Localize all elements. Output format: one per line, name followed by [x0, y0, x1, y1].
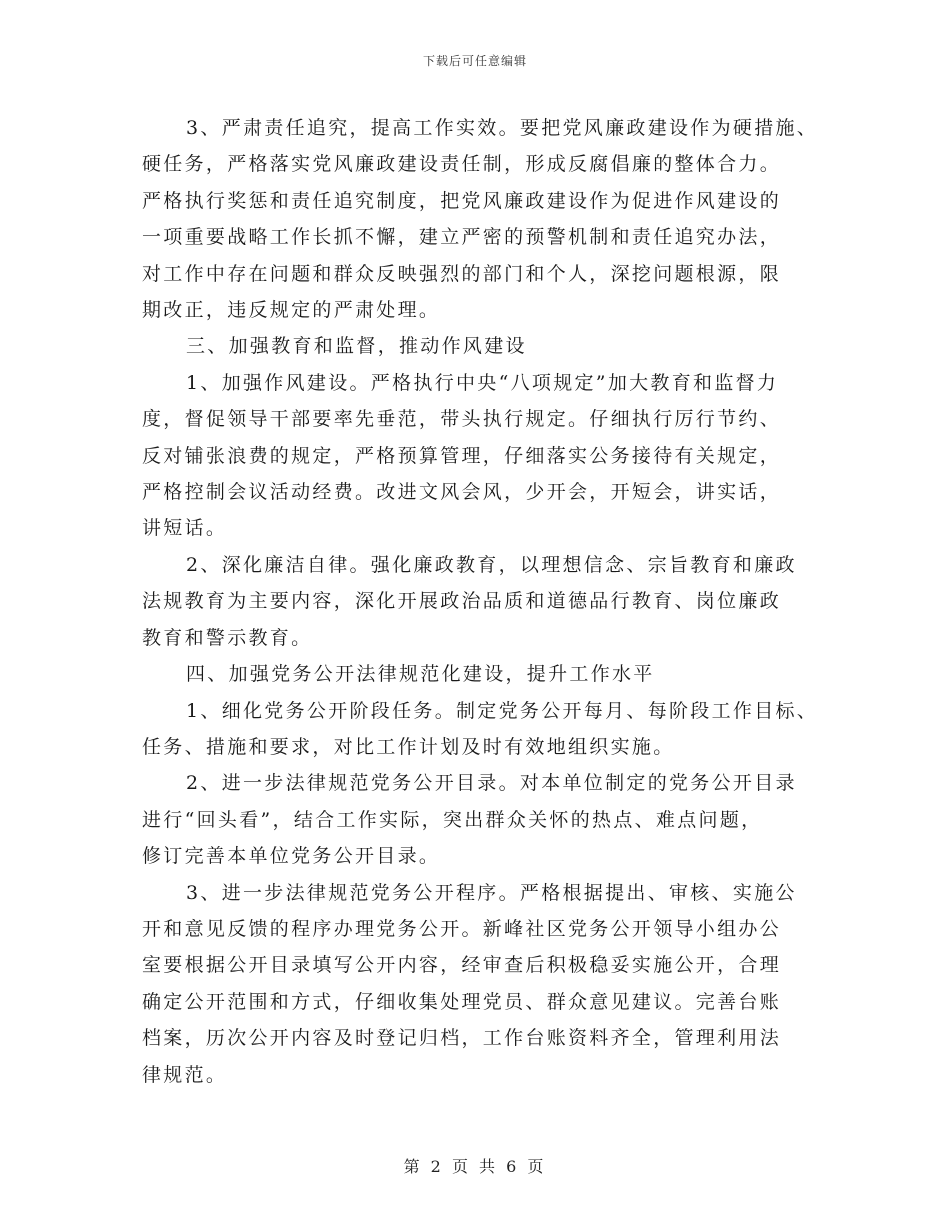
page-number-footer: 第 2 页 共 6 页 — [403, 1157, 547, 1176]
body-text — [142, 110, 822, 1093]
text-line: 1、细化党务公开阶段任务。制定党务公开每月、每阶段工作目标、 — [186, 699, 819, 722]
text-line: 2、进一步法律规范党务公开目录。对本单位制定的党务公开目录 — [186, 772, 797, 795]
text-line: 教育和警示教育。 — [142, 626, 313, 649]
text-line: 3、严肃责任追究，提高工作实效。要把党风廉政建设作为硬措施、 — [186, 117, 819, 139]
text-line: 四、加强党务公开法律规范化建设，提升工作水平 — [186, 663, 655, 686]
text-line: 讲短话。 — [142, 517, 228, 540]
page-header: 下载后可任意编辑 — [422, 54, 527, 68]
text-line: 3、进一步法律规范党务公开程序。严格根据提出、审核、实施公 — [186, 881, 797, 904]
text-line: 确定公开范围和方式，仔细收集处理党员、群众意见建议。完善台账 — [142, 990, 782, 1013]
text-line: 法规教育为主要内容，深化开展政治品质和道德品行教育、岗位廉政 — [142, 590, 782, 613]
document-body — [142, 110, 822, 1093]
text-line: 硬任务，严格落实党风廉政建设责任制，形成反腐倡廉的整体合力。 — [142, 153, 782, 176]
text-line: 室要根据公开目录填写公开内容，经审查后积极稳妥实施公开，合理 — [142, 954, 782, 977]
text-line: 2、深化廉洁自律。强化廉政教育，以理想信念、宗旨教育和廉政 — [186, 553, 797, 576]
text-line: 三、加强教育和监督，推动作风建设 — [186, 335, 527, 358]
text-line: 对工作中存在问题和群众反映强烈的部门和个人，深挖问题根源，限 — [142, 262, 782, 285]
text-line: 度，督促领导干部要率先垂范，带头执行规定。仔细执行厉行节约、 — [142, 408, 782, 431]
text-line: 反对铺张浪费的规定，严格预算管理，仔细落实公务接待有关规定， — [142, 444, 782, 467]
text-line: 律规范。 — [142, 1063, 228, 1086]
text-line: 开和意见反馈的程序办理党务公开。新峰社区党务公开领导小组办公 — [142, 917, 782, 940]
text-line: 修订完善本单位党务公开目录。 — [142, 845, 441, 868]
text-line: 严格控制会议活动经费。改进文风会风，少开会，开短会，讲实话， — [142, 481, 782, 504]
text-line: 档案，历次公开内容及时登记归档，工作台账资料齐全，管理利用法 — [142, 1027, 782, 1050]
text-line: 严格执行奖惩和责任追究制度，把党风廉政建设作为促进作风建设的 — [142, 189, 782, 212]
text-line: 1、加强作风建设。严格执行中央“八项规定”加大教育和监督力 — [186, 371, 779, 394]
text-line: 进行“回头看”，结合工作实际，突出群众关怀的热点、难点问题， — [142, 808, 763, 831]
text-line: 任务、措施和要求，对比工作计划及时有效地组织实施。 — [142, 735, 675, 758]
text-line: 一项重要战略工作长抓不懈，建立严密的预警机制和责任追究办法， — [142, 226, 782, 249]
text-line: 期改正，违反规定的严肃处理。 — [142, 299, 441, 322]
